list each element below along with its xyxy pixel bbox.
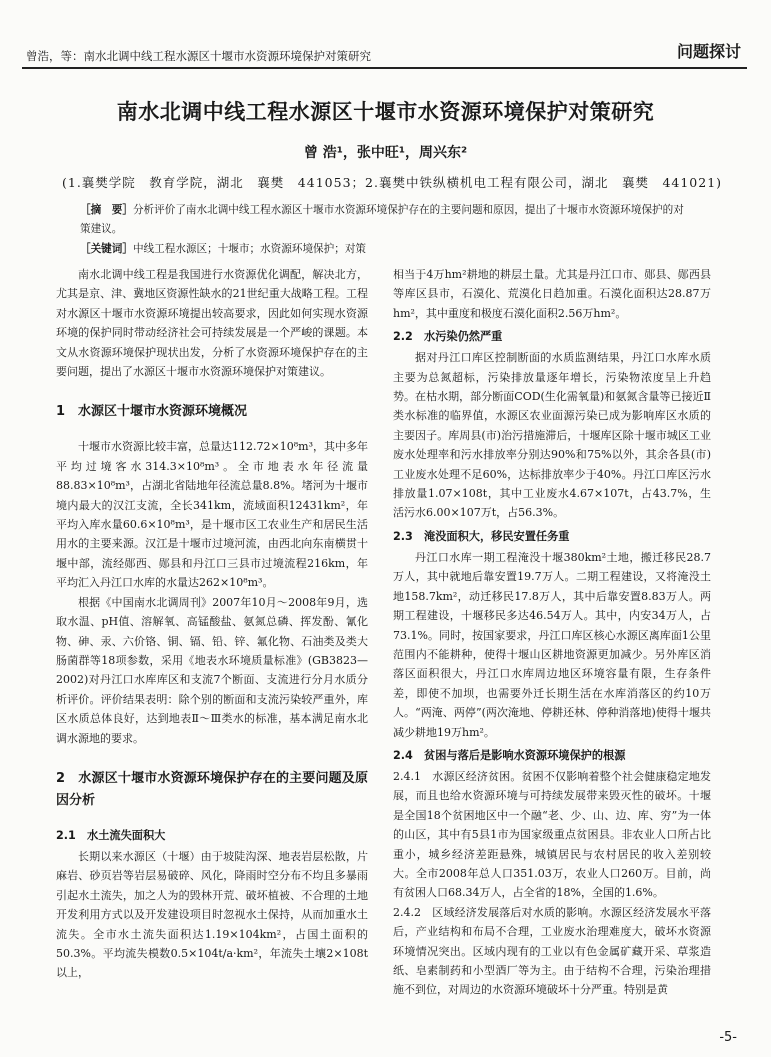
section-2-1-paragraph: 长期以来水源区（十堰）由于坡陡沟深、地表岩层松散，片麻岩、砂页岩等岩层易破碎、风化，降雨时空分布不均且多暴雨引起水土流失，加之人为的毁林开荒、破坏植被、不合理的土地开发利用方式以及开发建设项目时忽视水土保持，从而加重水土流失。全市水土流失面积达1.19×104km²，占国土面积的50.3%。平均流失模数0.5×104t/a·km²，年流失土壤2×108t以上， [56, 849, 368, 980]
keywords-text: 中线工程水源区；十堰市；水资源环境保护；对策 [132, 243, 367, 255]
abstract [80, 201, 692, 239]
authors: 曾 浩¹，张中旺¹，周兴东² [303, 145, 468, 161]
right-column [393, 265, 711, 1000]
page-number: -5- [719, 1030, 737, 1045]
section-2-3-paragraph: 丹江口水库一期工程淹没十堰380km²土地，搬迁移民28.7万人，其中就地后靠安置19.7万人。二期工程建设，又将淹没土地158.7km²，动迁移民17.8万人，其中后靠安置8.83万人。两期工程建设，十堰移民多达46.54万人。其中，内安34万人，占73.1%。同时，按国家要求，丹江口库区核心水源区离库面1公里范围内不能耕种，使得十堰山区耕地资源更加减少。另外库区消落区面积很大，丹江口水库周边地区环境容量有限，生存条件差，即使不加坝，也需要外迁长期生活在水库消落区的约10万人。“两淹、两停”(两次淹地、停耕还林、停种消落地)使得十堰共减少耕地19万hm²。 [393, 550, 711, 739]
section-2-1-heading: 2.1 水土流失面积大 [56, 828, 166, 842]
section-2-4-heading: 2.4 贫困与落后是影响水资源环境保护的根源 [393, 748, 626, 762]
continued-paragraph: 相当于4万hm²耕地的耕层土量。尤其是丹江口市、郧县、郧西县等库区县市，石漠化、荒漠化日趋加重。石漠化面积达28.87万hm²，其中重度和极度石漠化面积2.56万hm²。 [393, 268, 711, 320]
section-2-2-paragraph: 据对丹江口库区控制断面的水质监测结果，丹江口水库水质主要为总氮超标，污染排放量逐年增长，污染物浓度呈上升趋势。在枯水期，部分断面COD(生化需氧量)和氨氮含量等已接近Ⅱ类水标准的临界值，水源区农业面源污染已成为影响库区水质的主要因子。库周县(市)治污措施滞后，十堰库区除十堰市城区工业废水处理率和污水排放率分别达90%和75%以外，其余各县(市)工业废水处理不足60%，达标排放率少于40%。丹江口库区污水排放量1.07×108t，其中工业废水4.67×107t，占43.7%，生活污水6.00×107万t，占56.3%。 [393, 351, 711, 520]
section-tag: 问题探讨 [676, 42, 741, 61]
section-2-4-1-paragraph: 2.4.1 水源区经济贫困。贫困不仅影响着整个社会健康稳定地发展，而且也给水资源环境与可持续发展带来毁灭性的破坏。十堰是全国18个贫困地区中一个融“老、少、山、边、库、穷”为一体的山区，其中有5县1市为国家级重点贫困县。非农业人口所占比重小，城乡经济差距悬殊，城镇居民与农村居民的收入差别较大。全市2008年总人口351.03万，农业人口260万。目前，尚有贫困人口68.34万人，占全省的18%，全国的1.6%。 [393, 769, 711, 900]
section-2-3-heading: 2.3 淹没面积大，移民安置任务重 [393, 529, 570, 543]
section-2-4-2-paragraph: 2.4.2 区域经济发展落后对水质的影响。水源区经济发展水平落后，产业结构和布局不合理，工业废水治理难度大，破坏水资源环境情况突出。区域内现有的工业以有色金属矿藏开采、草浆造纸、皂素制药和小型酒厂等为主。由于结构不合理，污染治理措施不到位，对周边的水资源环境破坏十分严重。特别是黄 [393, 905, 711, 997]
intro-paragraph: 南水北调中线工程是我国进行水资源优化调配，解决北方，尤其是京、津、冀地区资源性缺水的21世纪重大战略工程。工程对水源区十堰市水资源环境提出较高要求，因此如何实现水资源环境的保护同时带动经济社会可持续发展是一个严峻的课题。本文从水资源环境保护现状出发，分析了水资源环境保护存在的主要问题，提出了水源区十堰市水资源环境保护对策建议。 [56, 268, 368, 379]
section-2-2-heading: 2.2 水污染仍然严重 [393, 330, 503, 344]
abstract-label: ［摘 要］ [80, 204, 133, 216]
section-1-heading: 1 水源区十堰市水资源环境概况 [56, 404, 248, 420]
running-header [22, 42, 747, 69]
paper-title: 南水北调中线工程水源区十堰市水资源环境保护对策研究 [116, 100, 655, 124]
running-title: 曾浩，等：南水北调中线工程水源区十堰市水资源环境保护对策研究 [26, 49, 371, 63]
affiliation: (1.襄樊学院 教育学院，湖北 襄樊 441053；2.襄樊中铁纵横机电工程有限公司，湖北 襄樊 441021) [62, 175, 723, 190]
abstract-text: 分析评价了南水北调中线工程水源区十堰市水资源环境保护存在的主要问题和原因，提出了十堰市水资源环境保护的对策建议。 [80, 204, 684, 235]
left-column [56, 265, 368, 983]
keywords-label: ［关键词］ [80, 243, 133, 255]
keywords [80, 240, 692, 259]
section-2-heading: 2 水源区十堰市水资源环境保护存在的主要问题及原因分析 [56, 770, 368, 808]
section-1-paragraph-1: 十堰市水资源比较丰富，总量达112.72×10⁸m³，其中多年平均过境客水314.3×10⁸m³。全市地表水年径流量88.83×10⁸m³，占湖北省陆地年径流总量8.8%。堵河为十堰市境内最大的汉江支流，全长341km，流域面积12431km²，年平均入库水量60.6×10⁸m³，是十堰市区工农业生产和居民生活用水的主要来源。汉江是十堰市过境河流，由西北向东南横贯十堰中部，流经郧西、郧县和丹江口三县市过境流程216km，年平均汇入丹江口水库的水量达262×10⁸m³。 [56, 440, 368, 590]
section-1-paragraph-2: 根据《中国南水北调周刊》2007年10月～2008年9月，选取水温、pH值、溶解氧、高锰酸盐、氨氮总磷、挥发酚、氰化物、砷、汞、六价铬、铜、镉、铅、锌、氟化物、石油类及类大肠菌群等18项参数，采用《地表水环境质量标准》(GB3823—2002)对丹江口水库库区和支流7个断面、支流进行分月水质分析评价。评价结果表明：除个别的断面和支流污染较严重外，库区水质总体良好，达到地表Ⅱ～Ⅲ类水的标准，基本满足南水北调水源地的要求。 [56, 595, 368, 745]
